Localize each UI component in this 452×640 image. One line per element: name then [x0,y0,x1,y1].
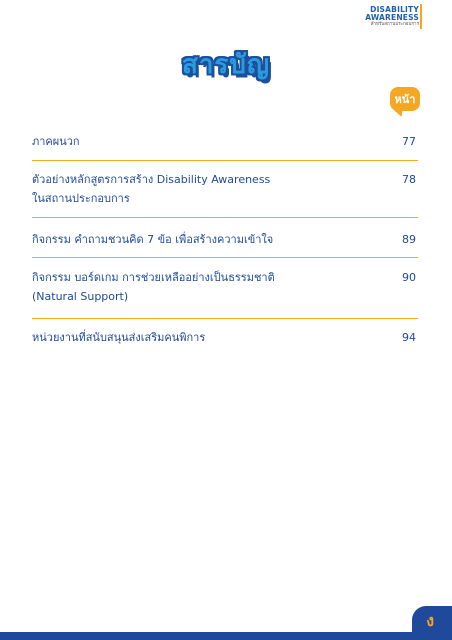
toc-item-page: 89 [402,233,416,246]
toc-item-text: ภาคผนวก [32,135,80,148]
toc-item-page: 78 [402,173,416,186]
brand-line-1: DISABILITY [370,5,419,14]
toc-item-text: กิจกรรม คำถามชวนคิด 7 ข้อ เพื่อสร้างความเข้าใจ [32,233,274,246]
toc-item-page: 94 [402,331,416,344]
page-column-badge: หน้า [390,87,420,111]
toc-divider [32,257,418,258]
toc-item-text: กิจกรรม บอร์ดเกม การช่วยเหลืออย่างเป็นธรรมชาติ (Natural Support) [32,271,275,304]
page-folio: ง [426,611,434,630]
footer-band [0,632,452,640]
toc-divider [32,318,418,319]
toc-item-page: 90 [402,271,416,284]
brand-accent-bar [420,4,422,29]
toc-item-text: หน่วยงานที่สนับสนุนส่งเสริมคนพิการ [32,331,206,344]
toc-item-text: ตัวอย่างหลักสูตรการสร้าง Disability Awareness ในสถานประกอบการ [32,173,271,206]
toc-divider [32,160,418,161]
toc-divider [32,217,418,218]
brand-logo [319,6,419,28]
page-title: สารบัญ [181,50,271,80]
brand-line-2: AWARENESS [365,12,419,22]
toc-item-page: 77 [402,135,416,148]
brand-subtitle: สำหรับสถานประกอบการ [370,22,419,27]
